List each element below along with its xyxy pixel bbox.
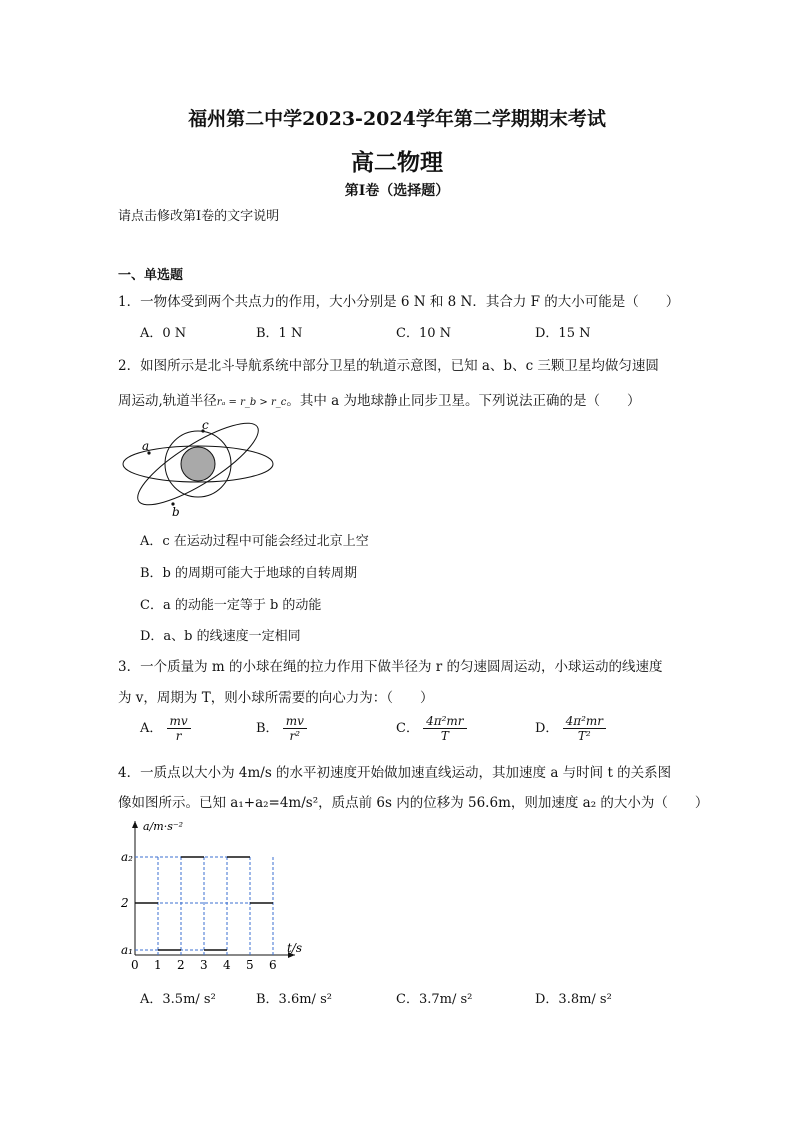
q3-d-denominator: T² <box>577 729 591 743</box>
label-b: b <box>172 505 180 518</box>
y-axis-arrow <box>132 821 138 828</box>
y-tick-label: a₂ <box>121 850 133 864</box>
q3-a-denominator: r <box>175 729 182 743</box>
volume-heading: 第I卷（选择题） <box>344 183 450 199</box>
q3-b-numerator: mv <box>283 714 307 729</box>
exam-subject: 高二物理 <box>351 149 443 176</box>
x-tick-label-3: 3 <box>200 958 208 972</box>
x-tick-label-2: 2 <box>177 958 185 972</box>
acceleration-time-chart <box>112 815 332 980</box>
q4-option-c[interactable]: C．3.7m/ s² <box>396 992 473 1007</box>
q2-option-c[interactable]: C．a 的动能一定等于 b 的动能 <box>140 598 322 613</box>
question-3-line2: 为 v，周期为 T，则小球所需要的向心力为：（ ） <box>118 690 434 706</box>
q4-option-b[interactable]: B．3.6m/ s² <box>256 992 332 1007</box>
q1-option-d[interactable]: D．15 N <box>535 326 591 341</box>
q3-option-c-fraction <box>423 714 466 743</box>
exam-title: 福州第二中学2023-2024学年第二学期期末考试 <box>188 108 606 130</box>
y-tick-label: a₁ <box>121 943 133 957</box>
q3-d-numerator: 4π²mr <box>563 714 606 729</box>
q3-option-d-fraction <box>563 714 606 743</box>
question-2-line2 <box>118 389 641 409</box>
earth <box>181 447 215 481</box>
q3-option-b-fraction <box>283 714 307 743</box>
q4-option-d[interactable]: D．3.8m/ s² <box>535 992 612 1007</box>
q4-option-a[interactable]: A．3.5m/ s² <box>140 992 216 1007</box>
q3-option-c[interactable] <box>396 714 467 743</box>
q3-option-a-fraction <box>167 714 191 743</box>
q3-option-a[interactable] <box>140 714 191 743</box>
x-tick-label-5: 5 <box>246 958 254 972</box>
q1-option-b[interactable]: B．1 N <box>256 326 303 341</box>
y-axis-label: a/m·s⁻² <box>143 820 184 833</box>
q3-option-b[interactable] <box>256 714 307 743</box>
q2-option-b[interactable]: B．b 的周期可能大于地球的自转周期 <box>140 566 358 581</box>
x-tick-label-1: 1 <box>154 958 162 972</box>
q1-option-a[interactable]: A．0 N <box>140 326 187 341</box>
question-3-line1: 3．一个质量为 m 的小球在绳的拉力作用下做半径为 r 的匀速圆周运动，小球运动的线速度 <box>118 659 663 675</box>
x-tick-label-6: 6 <box>269 958 277 972</box>
q2-line2-suffix: 。其中 a 为地球静止同步卫星。下列说法正确的是（ ） <box>286 393 641 409</box>
question-1-text: 1．一物体受到两个共点力的作用，大小分别是 6 N 和 8 N．其合力 F 的大小可能是（ ） <box>118 294 680 310</box>
section-heading: 一、单选题 <box>118 268 184 283</box>
q3-c-denominator: T <box>440 729 449 743</box>
q3-option-c-letter: C． <box>396 721 419 736</box>
q3-c-numerator: 4π²mr <box>423 714 466 729</box>
q2-line2-prefix: 周运动,轨道半径 <box>118 393 217 409</box>
q3-option-b-letter: B． <box>256 721 279 736</box>
question-4-line1: 4．一质点以大小为 4m/s 的水平初速度开始做加速直线运动，其加速度 a 与时间 t 的关系图 <box>118 765 672 781</box>
satellite-orbit-diagram <box>118 418 280 518</box>
x-tick-label-4: 4 <box>223 958 231 972</box>
q2-option-a[interactable]: A．c 在运动过程中可能会经过北京上空 <box>140 534 369 549</box>
x-axis-label: t/s <box>287 941 303 955</box>
question-4-line2: 像如图所示。已知 a₁+a₂=4m/s²，质点前 6s 内的位移为 56.6m，则加速度 a₂ 的大小为（ ） <box>118 795 709 811</box>
x-tick-label-0: 0 <box>131 958 139 972</box>
q3-b-denominator: r² <box>289 729 301 743</box>
q1-option-c[interactable]: C．10 N <box>396 326 451 341</box>
q3-option-d-letter: D． <box>535 721 559 736</box>
q3-option-d[interactable] <box>535 714 606 743</box>
y-tick-label: 2 <box>121 896 129 910</box>
label-a: a <box>142 439 150 453</box>
q2-option-d[interactable]: D．a、b 的线速度一定相同 <box>140 629 301 644</box>
q2-orbit-formula: rₐ = r_b > r_c <box>216 397 287 408</box>
volume-note: 请点击修改第I卷的文字说明 <box>118 209 280 224</box>
q3-option-a-letter: A． <box>140 721 163 736</box>
q3-a-numerator: mv <box>167 714 191 729</box>
question-2-line1: 2．如图所示是北斗导航系统中部分卫星的轨道示意图，已知 a、b、c 三颗卫星均做匀速圆 <box>118 358 659 374</box>
label-c: c <box>202 418 209 432</box>
